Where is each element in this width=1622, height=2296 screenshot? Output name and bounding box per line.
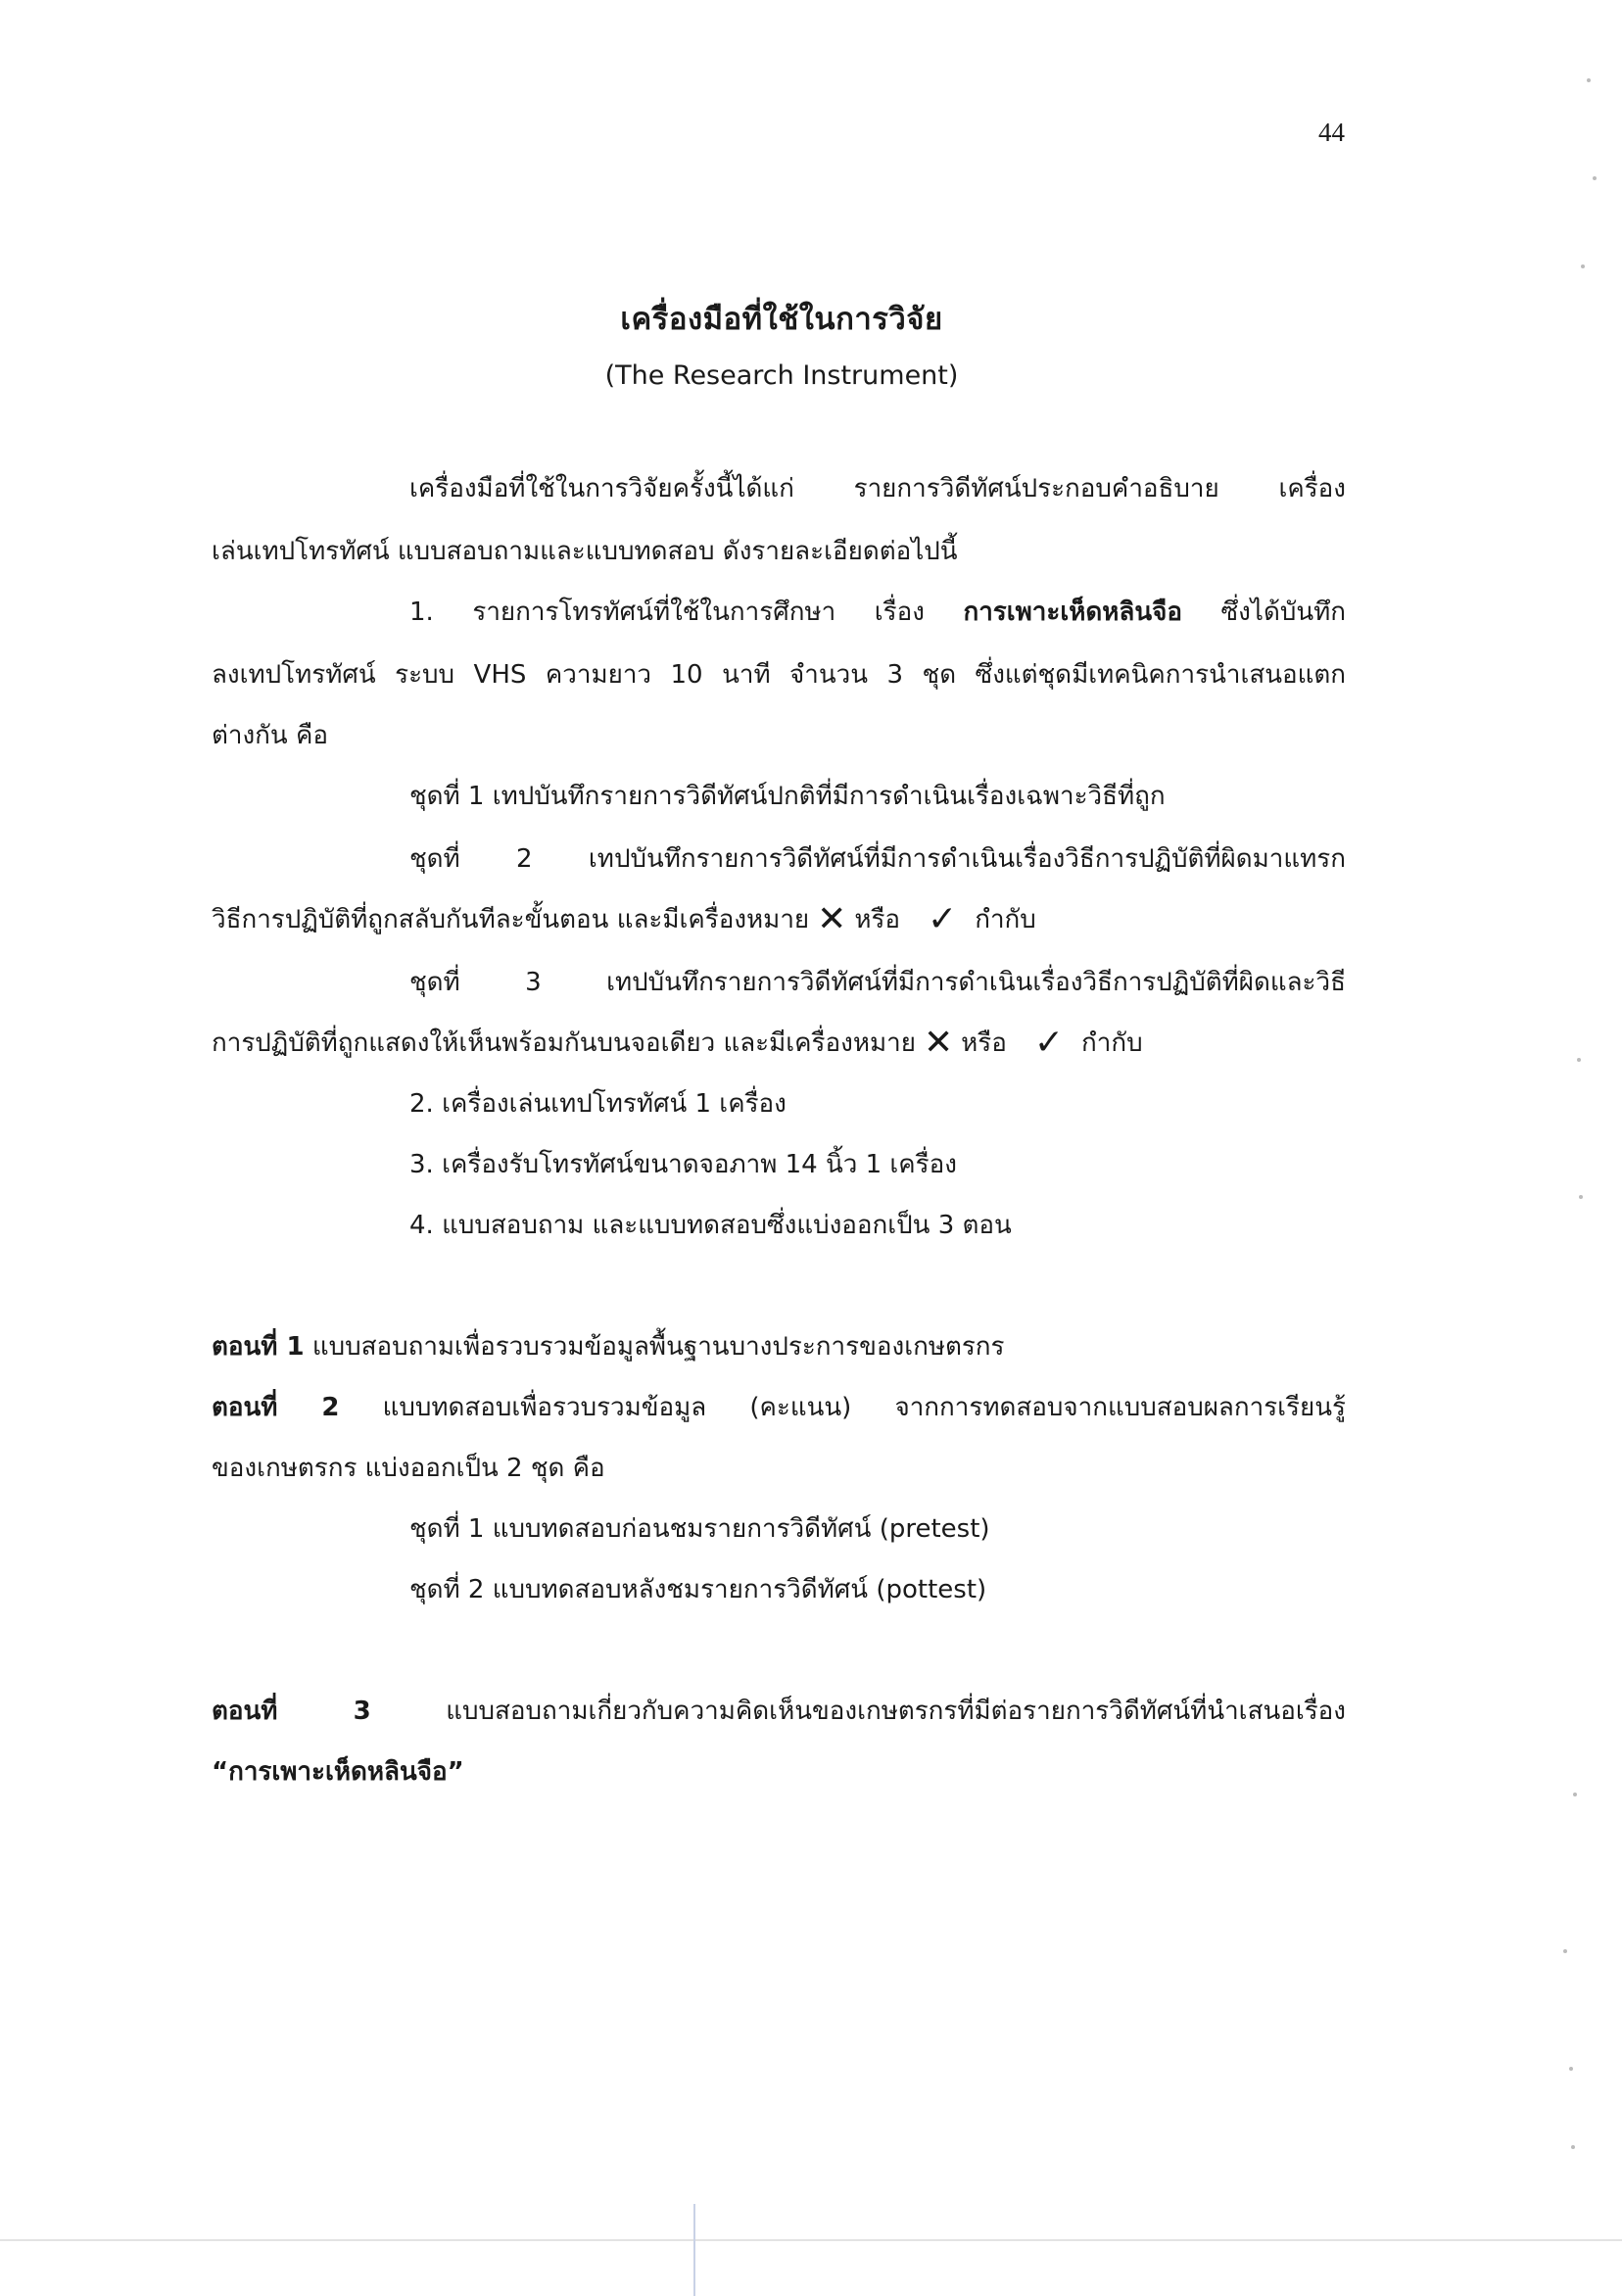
scan-speck bbox=[1563, 1949, 1567, 1953]
set-2-text-b: กำกับ bbox=[975, 905, 1036, 934]
part-2-text: แบบทดสอบเพื่อรวบรวมข้อมูล (คะแนน) จากการทดสอบจากแบบสอบผลการเรียนรู้ bbox=[339, 1393, 1346, 1422]
part-3-line-1 bbox=[212, 1695, 1346, 1728]
item-1-line-1 bbox=[409, 596, 1346, 629]
page-subtitle: (The Research Instrument) bbox=[604, 360, 959, 391]
part-3-topic: “การเพาะเห็ดหลินจือ” bbox=[212, 1757, 464, 1787]
scan-speck bbox=[1581, 264, 1585, 268]
set-3-line-1: ชุดที่ 3 เทปบันทึกรายการวิดีทัศน์ที่มีการดำเนินเรื่องวิธีการปฏิบัติที่ผิดและวิธี bbox=[409, 968, 1346, 997]
part-3-text: แบบสอบถามเกี่ยวกับความคิดเห็นของเกษตรกรที่มีต่อรายการวิดีทัศน์ที่นำเสนอเรื่อง bbox=[370, 1697, 1346, 1726]
set-2-line-2 bbox=[212, 899, 1036, 939]
scan-speck bbox=[1577, 1058, 1581, 1062]
item-1-suffix: ซึ่งได้บันทึก bbox=[1181, 598, 1346, 627]
page-number: 44 bbox=[1318, 118, 1345, 147]
part-2-line-1 bbox=[212, 1391, 1346, 1424]
part-2-sub-1: ชุดที่ 1 แบบทดสอบก่อนชมรายการวิดีทัศน์ (pretest) bbox=[409, 1514, 990, 1544]
page-title: เครื่องมือที่ใช้ในการวิจัย bbox=[620, 302, 943, 337]
part-1-line bbox=[212, 1330, 1005, 1363]
item-1-topic: การเพาะเห็ดหลินจือ bbox=[963, 598, 1182, 627]
scan-artifact-line bbox=[693, 2204, 695, 2296]
scan-speck bbox=[1569, 2067, 1573, 2071]
set-3-line-2 bbox=[212, 1023, 1143, 1063]
part-1-text: แบบสอบถามเพื่อรวบรวมข้อมูลพื้นฐานบางประการของเกษตรกร bbox=[304, 1332, 1005, 1362]
item-2-line: 2. เครื่องเล่นเทปโทรทัศน์ 1 เครื่อง bbox=[409, 1089, 787, 1119]
part-1-label: ตอนที่ 1 bbox=[212, 1332, 305, 1362]
intro-line-2: เล่นเทปโทรทัศน์ แบบสอบถามและแบบทดสอบ ดังรายละเอียดต่อไปนี้ bbox=[212, 537, 958, 566]
set-1-line: ชุดที่ 1 เทปบันทึกรายการวิดีทัศน์ปกติที่มีการดำเนินเรื่องเฉพาะวิธีที่ถูก bbox=[409, 782, 1166, 811]
cross-mark-icon: ✕ bbox=[817, 899, 847, 939]
set-3-text-a: การปฏิบัติที่ถูกแสดงให้เห็นพร้อมกันบนจอเดียว และมีเครื่องหมาย bbox=[212, 1028, 916, 1058]
part-2-sub-2: ชุดที่ 2 แบบทดสอบหลังชมรายการวิดีทัศน์ (pottest) bbox=[409, 1575, 987, 1604]
item-1-line-3: ต่างกัน คือ bbox=[212, 721, 328, 750]
part-3-label: ตอนที่ 3 bbox=[212, 1697, 371, 1726]
scan-speck bbox=[1579, 1195, 1583, 1199]
scan-speck bbox=[1593, 176, 1597, 180]
set-3-or: หรือ bbox=[961, 1028, 1007, 1058]
intro-line-1: เครื่องมือที่ใช้ในการวิจัยครั้งนี้ได้แก่ รายการวิดีทัศน์ประกอบคำอธิบาย เครื่อง bbox=[409, 474, 1346, 503]
part-2-line-2: ของเกษตรกร แบ่งออกเป็น 2 ชุด คือ bbox=[212, 1454, 605, 1483]
item-1-prefix: 1. รายการโทรทัศน์ที่ใช้ในการศึกษา เรื่อง bbox=[409, 598, 964, 627]
scan-speck bbox=[1573, 1793, 1577, 1796]
part-3-line-2 bbox=[212, 1755, 464, 1789]
item-3-line: 3. เครื่องรับโทรทัศน์ขนาดจอภาพ 14 นิ้ว 1 เครื่อง bbox=[409, 1150, 957, 1179]
set-2-line-1: ชุดที่ 2 เทปบันทึกรายการวิดีทัศน์ที่มีการดำเนินเรื่องวิธีการปฏิบัติที่ผิดมาแทรก bbox=[409, 844, 1346, 874]
scan-speck bbox=[1571, 2145, 1575, 2149]
set-2-or: หรือ bbox=[854, 905, 901, 934]
set-2-text-a: วิธีการปฏิบัติที่ถูกสลับกันทีละขั้นตอน และมีเครื่องหมาย bbox=[212, 905, 810, 934]
item-4-line: 4. แบบสอบถาม และแบบทดสอบซึ่งแบ่งออกเป็น 3 ตอน bbox=[409, 1211, 1012, 1240]
check-mark-icon: ✓ bbox=[928, 899, 958, 939]
check-mark-icon: ✓ bbox=[1033, 1023, 1065, 1063]
set-3-text-b: กำกับ bbox=[1081, 1028, 1143, 1058]
item-1-line-2: ลงเทปโทรทัศน์ ระบบ VHS ความยาว 10 นาที จำนวน 3 ชุด ซึ่งแต่ชุดมีเทคนิคการนำเสนอแตก bbox=[212, 660, 1346, 690]
scan-bottom-edge bbox=[0, 2239, 1622, 2241]
cross-mark-icon: ✕ bbox=[923, 1023, 954, 1063]
part-2-label: ตอนที่ 2 bbox=[212, 1393, 340, 1422]
scan-speck bbox=[1587, 78, 1591, 82]
